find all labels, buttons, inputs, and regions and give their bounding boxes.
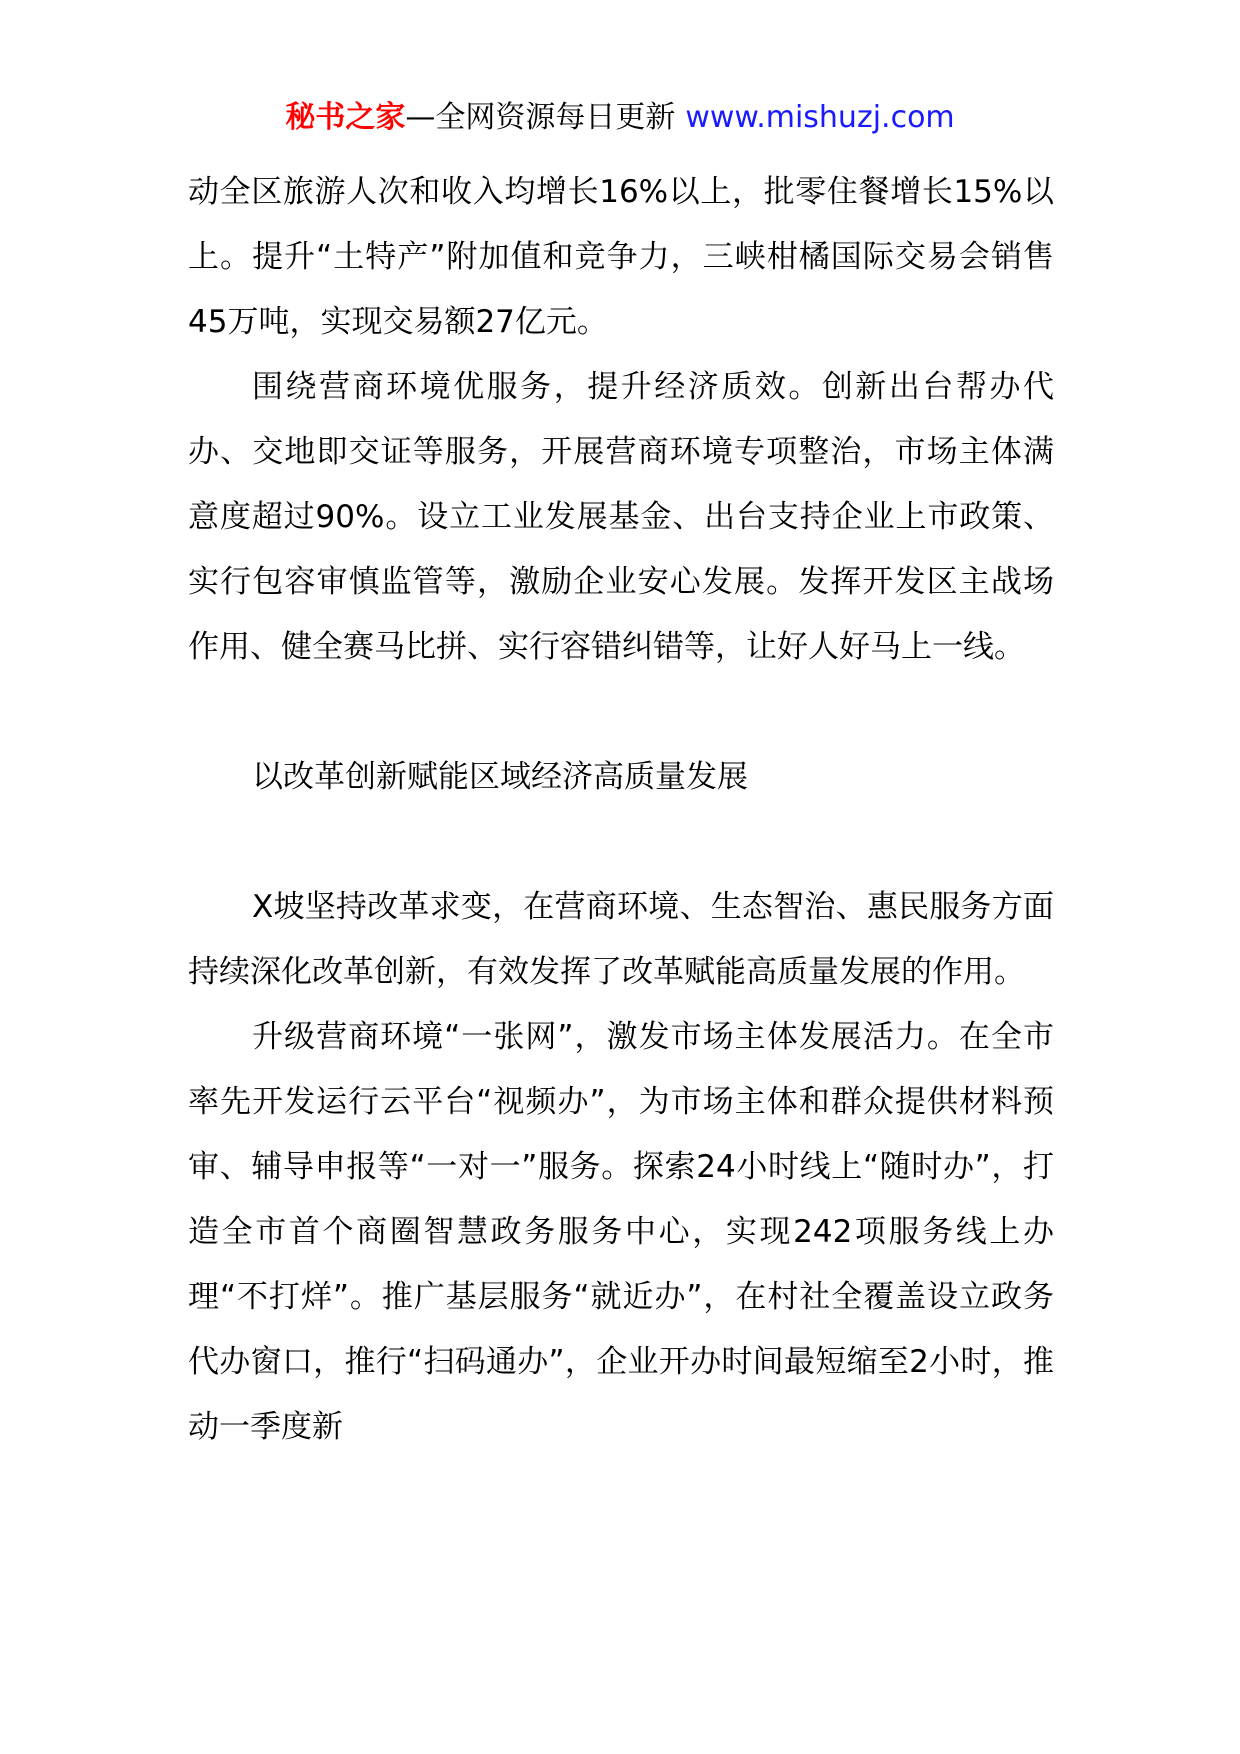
section-heading: 以改革创新赋能区域经济高质量发展 — [252, 759, 748, 795]
site-tagline: —全网资源每日更新 — [405, 100, 676, 135]
paragraph-reform-intro: X坡坚持改革求变，在营商环境、生态智治、惠民服务方面持续深化改革创新，有效发挥了改革赋能高质量发展的作用。 — [188, 889, 1054, 990]
site-header — [0, 98, 1240, 138]
site-url-link[interactable]: www.mishuzj.com — [685, 100, 955, 135]
paragraph-continuation: 动全区旅游人次和收入均增长16%以上，批零住餐增长15%以上。提升“土特产”附加值和竞争力，三峡柑橘国际交易会销售45万吨，实现交易额27亿元。 — [188, 174, 1054, 340]
document-body — [188, 160, 1054, 1460]
paragraph-business-environment: 围绕营商环境优服务，提升经济质效。创新出台帮办代办、交地即交证等服务，开展营商环境专项整治，市场主体满意度超过90%。设立工业发展基金、出台支持企业上市政策、实行包容审慎监管等，激励企业安心发展。发挥开发区主战场作用、健全赛马比拼、实行容错纠错等，让好人好马上一线。 — [188, 369, 1054, 665]
paragraph-one-network: 升级营商环境“一张网”，激发市场主体发展活力。在全市率先开发运行云平台“视频办”，为市场主体和群众提供材料预审、辅导申报等“一对一”服务。探索24小时线上“随时办”，打造全市首个商圈智慧政务服务中心，实现242项服务线上办理“不打烊”。推广基层服务“就近办”，在村社全覆盖设立政务代办窗口，推行“扫码通办”，企业开办时间最短缩至2小时，推动一季度新 — [188, 1019, 1054, 1445]
site-brand: 秘书之家 — [285, 100, 406, 135]
